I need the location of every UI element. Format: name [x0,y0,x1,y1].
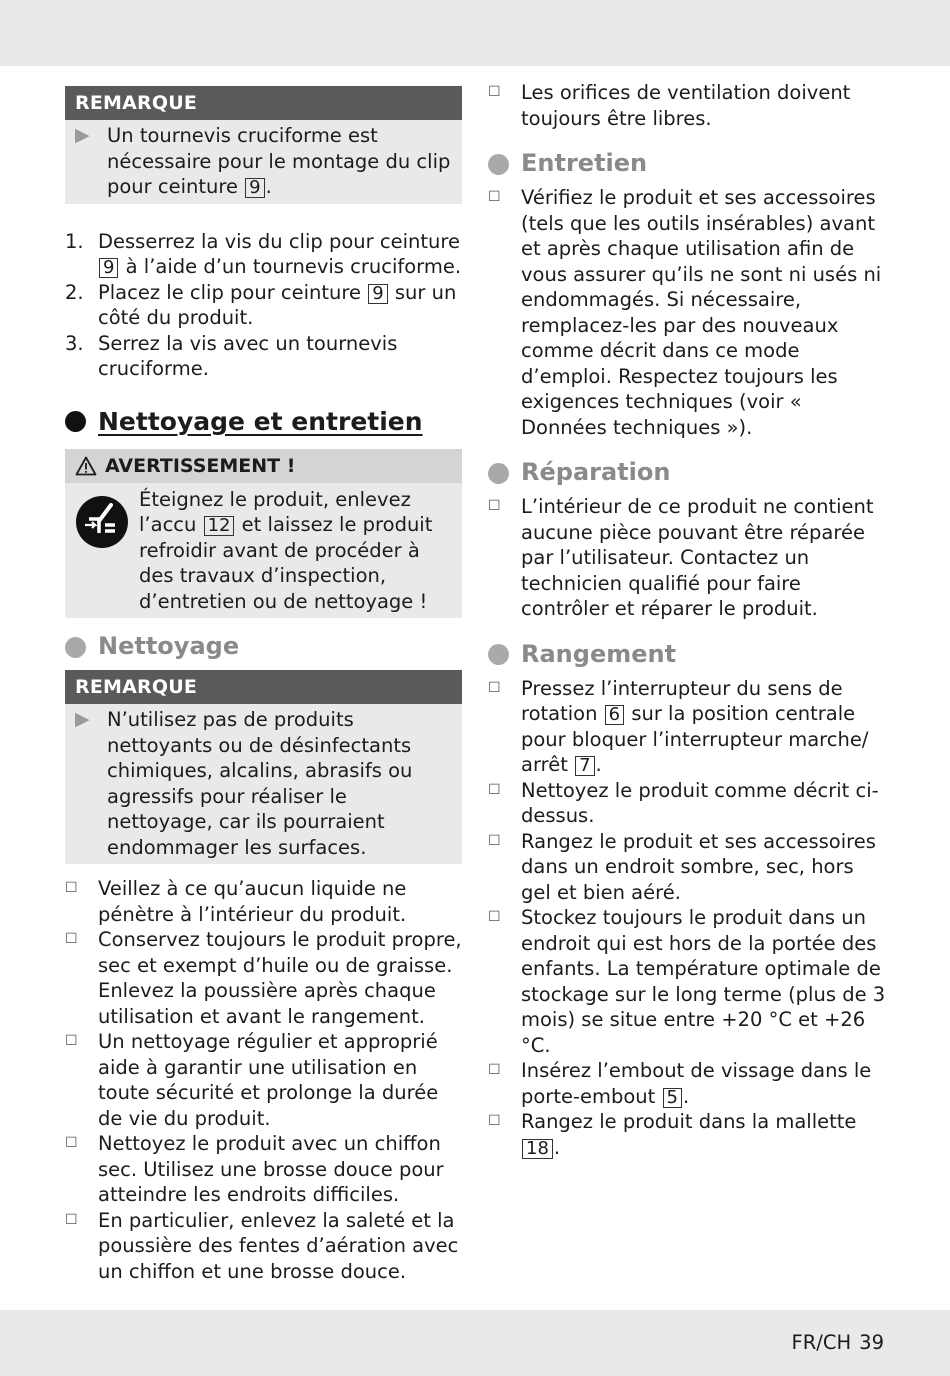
list-item: ☐ Un nettoyage régulier et approprié aide à garantir une utilisation en toute sécurité et prolonge la durée de vie du produit. [65,1030,439,1130]
warning-text: Éteignez le produit, enlevez l’accu 12 et laissez le produit refroidir avant de procéder à des travaux d’inspection, d’entretien ou de nettoyage ! [139,487,433,613]
checkbox-square-icon: ☐ [488,498,501,514]
checkbox-square-icon: ☐ [488,189,501,205]
part-ref: 5 [663,1088,682,1108]
checkbox-square-icon: ☐ [65,1033,78,1049]
page-number: 39 [859,1331,884,1354]
section-heading: Nettoyage et entretien [65,404,462,440]
left-column [65,86,462,1284]
checkbox-square-icon: ☐ [488,1062,501,1078]
subsection-heading: Entretien [488,147,888,181]
part-ref: 9 [245,178,264,198]
note-box-cleaning [65,670,462,864]
page-footer [784,1330,884,1356]
checkbox-square-icon: ☐ [488,781,501,798]
bullet-dot-icon [488,644,509,665]
list-item: ☐ Rangez le produit dans la mallette 18 . [488,1110,857,1159]
list-item: ☐ Rangez le produit et ses accessoires dans un endroit sombre, sec, hors gel et bien aéré. [488,829,876,904]
maintenance-list [488,185,888,440]
checkbox-square-icon: ☐ [488,84,501,100]
unplug-battery-icon [75,487,139,615]
repair-list [488,494,888,622]
list-item: ☐ Insérez l’embout de vissage dans le porte-embout 5 . [488,1059,872,1108]
arrow-right-icon: ▶ [75,708,90,730]
warning-triangle-icon [75,456,97,476]
storage-list [488,676,888,1161]
checkbox-square-icon: ☐ [65,931,78,947]
bullet-dot-icon [65,637,86,658]
subsection-heading: Rangement [488,638,888,672]
subsection-heading: Nettoyage [65,630,462,664]
part-ref: 9 [99,258,118,278]
checkbox-square-icon: ☐ [488,679,501,696]
part-ref: 18 [522,1139,553,1159]
checkbox-square-icon: ☐ [65,1135,78,1151]
part-ref: 12 [204,516,235,536]
assembly-steps [65,229,462,382]
top-band [0,0,950,66]
list-item: ☐ Pressez l’interrupteur du sens de rotation 6 sur la position centrale pour bloquer l’interrupteur marche/ arrêt 7 . [488,676,869,776]
list-item: ☐ Veillez à ce qu’aucun liquide ne pénètre à l’intérieur du produit. [65,877,407,926]
note-header: REMARQUE [65,670,462,704]
note-text: N’utilisez pas de produits nettoyants ou de désinfectants chimiques, alcalins, abrasifs ou agressifs pour réaliser le nettoyage, car ils pourraient endommager les surfaces. [107,708,413,859]
list-item: ☐ Les orifices de ventilation doivent toujours être libres. [488,81,851,130]
checkbox-square-icon: ☐ [65,1211,78,1228]
list-item: ☐ Stockez toujours le produit dans un endroit qui est hors de la portée des enfants. La température optimale de stockage sur le long terme (plus de 3 mois) se situe entre +20 °C et +26 °C. [488,906,886,1057]
bullet-dot-icon [65,411,86,432]
checkbox-square-icon: ☐ [488,1113,501,1129]
list-item: ☐ Nettoyez le produit avec un chiffon sec. Utilisez une brosse douce pour atteindre les endroits difficiles. [65,1132,444,1206]
right-column [488,80,888,1160]
list-item: ☐ Conservez toujours le produit propre, sec et exempt d’huile ou de graisse. Enlevez la poussière après chaque utilisation et avant le rangement. [65,928,462,1028]
checkbox-square-icon: ☐ [65,880,78,896]
part-ref: 9 [368,284,387,304]
bullet-dot-icon [488,154,509,175]
list-item: ☐ L’intérieur de ce produit ne contient aucune pièce pouvant être réparée par l’utilisateur. Contactez un technicien qualifié pour faire contrôler et réparer le produit. [488,495,874,620]
part-ref: 7 [575,756,594,776]
note-box-assembly [65,86,462,204]
language-code: FR/CH [791,1331,852,1354]
checkbox-square-icon: ☐ [488,909,501,925]
list-item: ☐ Vérifiez le produit et ses accessoires (tels que les outils insérables) avant et après chaque utilisation afin de vous assurer qu’ils ne sont ni usés ni endommagés. Si nécessaire, remplacez-les par des nouveaux comme décrit dans ce mode d’emploi. Respectez toujours les exigences techniques (voir « Données techniques »). [488,186,882,439]
arrow-right-icon: ▶ [75,124,90,146]
subsection-heading: Réparation [488,456,888,490]
list-item: 3. Serrez la vis avec un tournevis cruciforme. [65,331,398,380]
warning-box [65,449,462,619]
cleaning-list [65,876,462,1284]
warning-header: AVERTISSEMENT ! [65,449,462,483]
note-header: REMARQUE [65,86,462,120]
list-item: ☐ En particulier, enlevez la saleté et la poussière des fentes d’aération avec un chiffon et une brosse douce. [65,1208,459,1283]
part-ref: 6 [605,705,624,725]
bullet-dot-icon [488,463,509,484]
list-item: 2. Placez le clip pour ceinture 9 sur un côté du produit. [65,280,457,329]
checkbox-square-icon: ☐ [488,832,501,849]
list-item: ☐ Nettoyez le produit comme décrit ci-dessus. [488,778,879,827]
list-item: 1. Desserrez la vis du clip pour ceinture 9 à l’aide d’un tournevis cruciforme. [65,229,462,278]
note-text: Un tournevis cruciforme est nécessaire pour le montage du clip pour ceinture 9 . [107,124,451,198]
